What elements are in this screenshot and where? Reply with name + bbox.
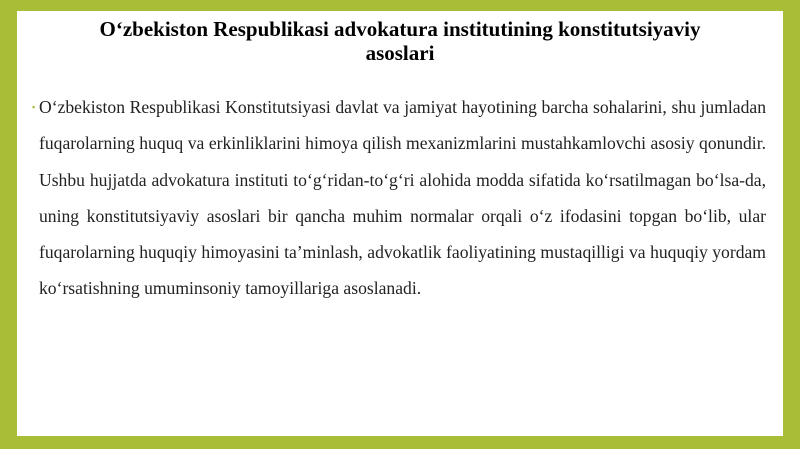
bullet-icon: ▪ xyxy=(32,102,36,112)
slide xyxy=(17,11,783,436)
slide-title xyxy=(17,17,783,65)
slide-title-line-1: O‘zbekiston Respublikasi advokatura institutining konstitutsiyaviy xyxy=(99,17,701,41)
slide-body xyxy=(32,89,766,307)
slide-title-line-2: asoslari xyxy=(365,41,435,65)
body-paragraph: O‘zbekiston Respublikasi Konstitutsiyasi davlat va jamiyat hayotining barcha sohalarini, shu jumladan fuqarolarning huquq va erkinliklarini himoya qilish mexanizmlarini mustahkamlovchi asosiy qonundir. Ushbu hujjatda advokatura instituti to‘g‘ridan-to‘g‘ri alohida modda sifatida ko‘rsatilmagan bo‘lsa-da, uning konstitutsiyaviy asoslari bir qancha muhim normalar orqali o‘z ifodasini topgan bo‘lib, ular fuqarolarning huquqiy himoyasini ta’minlash, advokatlik faoliyatining mustaqilligi va huquqiy yordam ko‘rsatishning umuminsoniy tamoyillariga asoslanadi. xyxy=(39,97,766,299)
